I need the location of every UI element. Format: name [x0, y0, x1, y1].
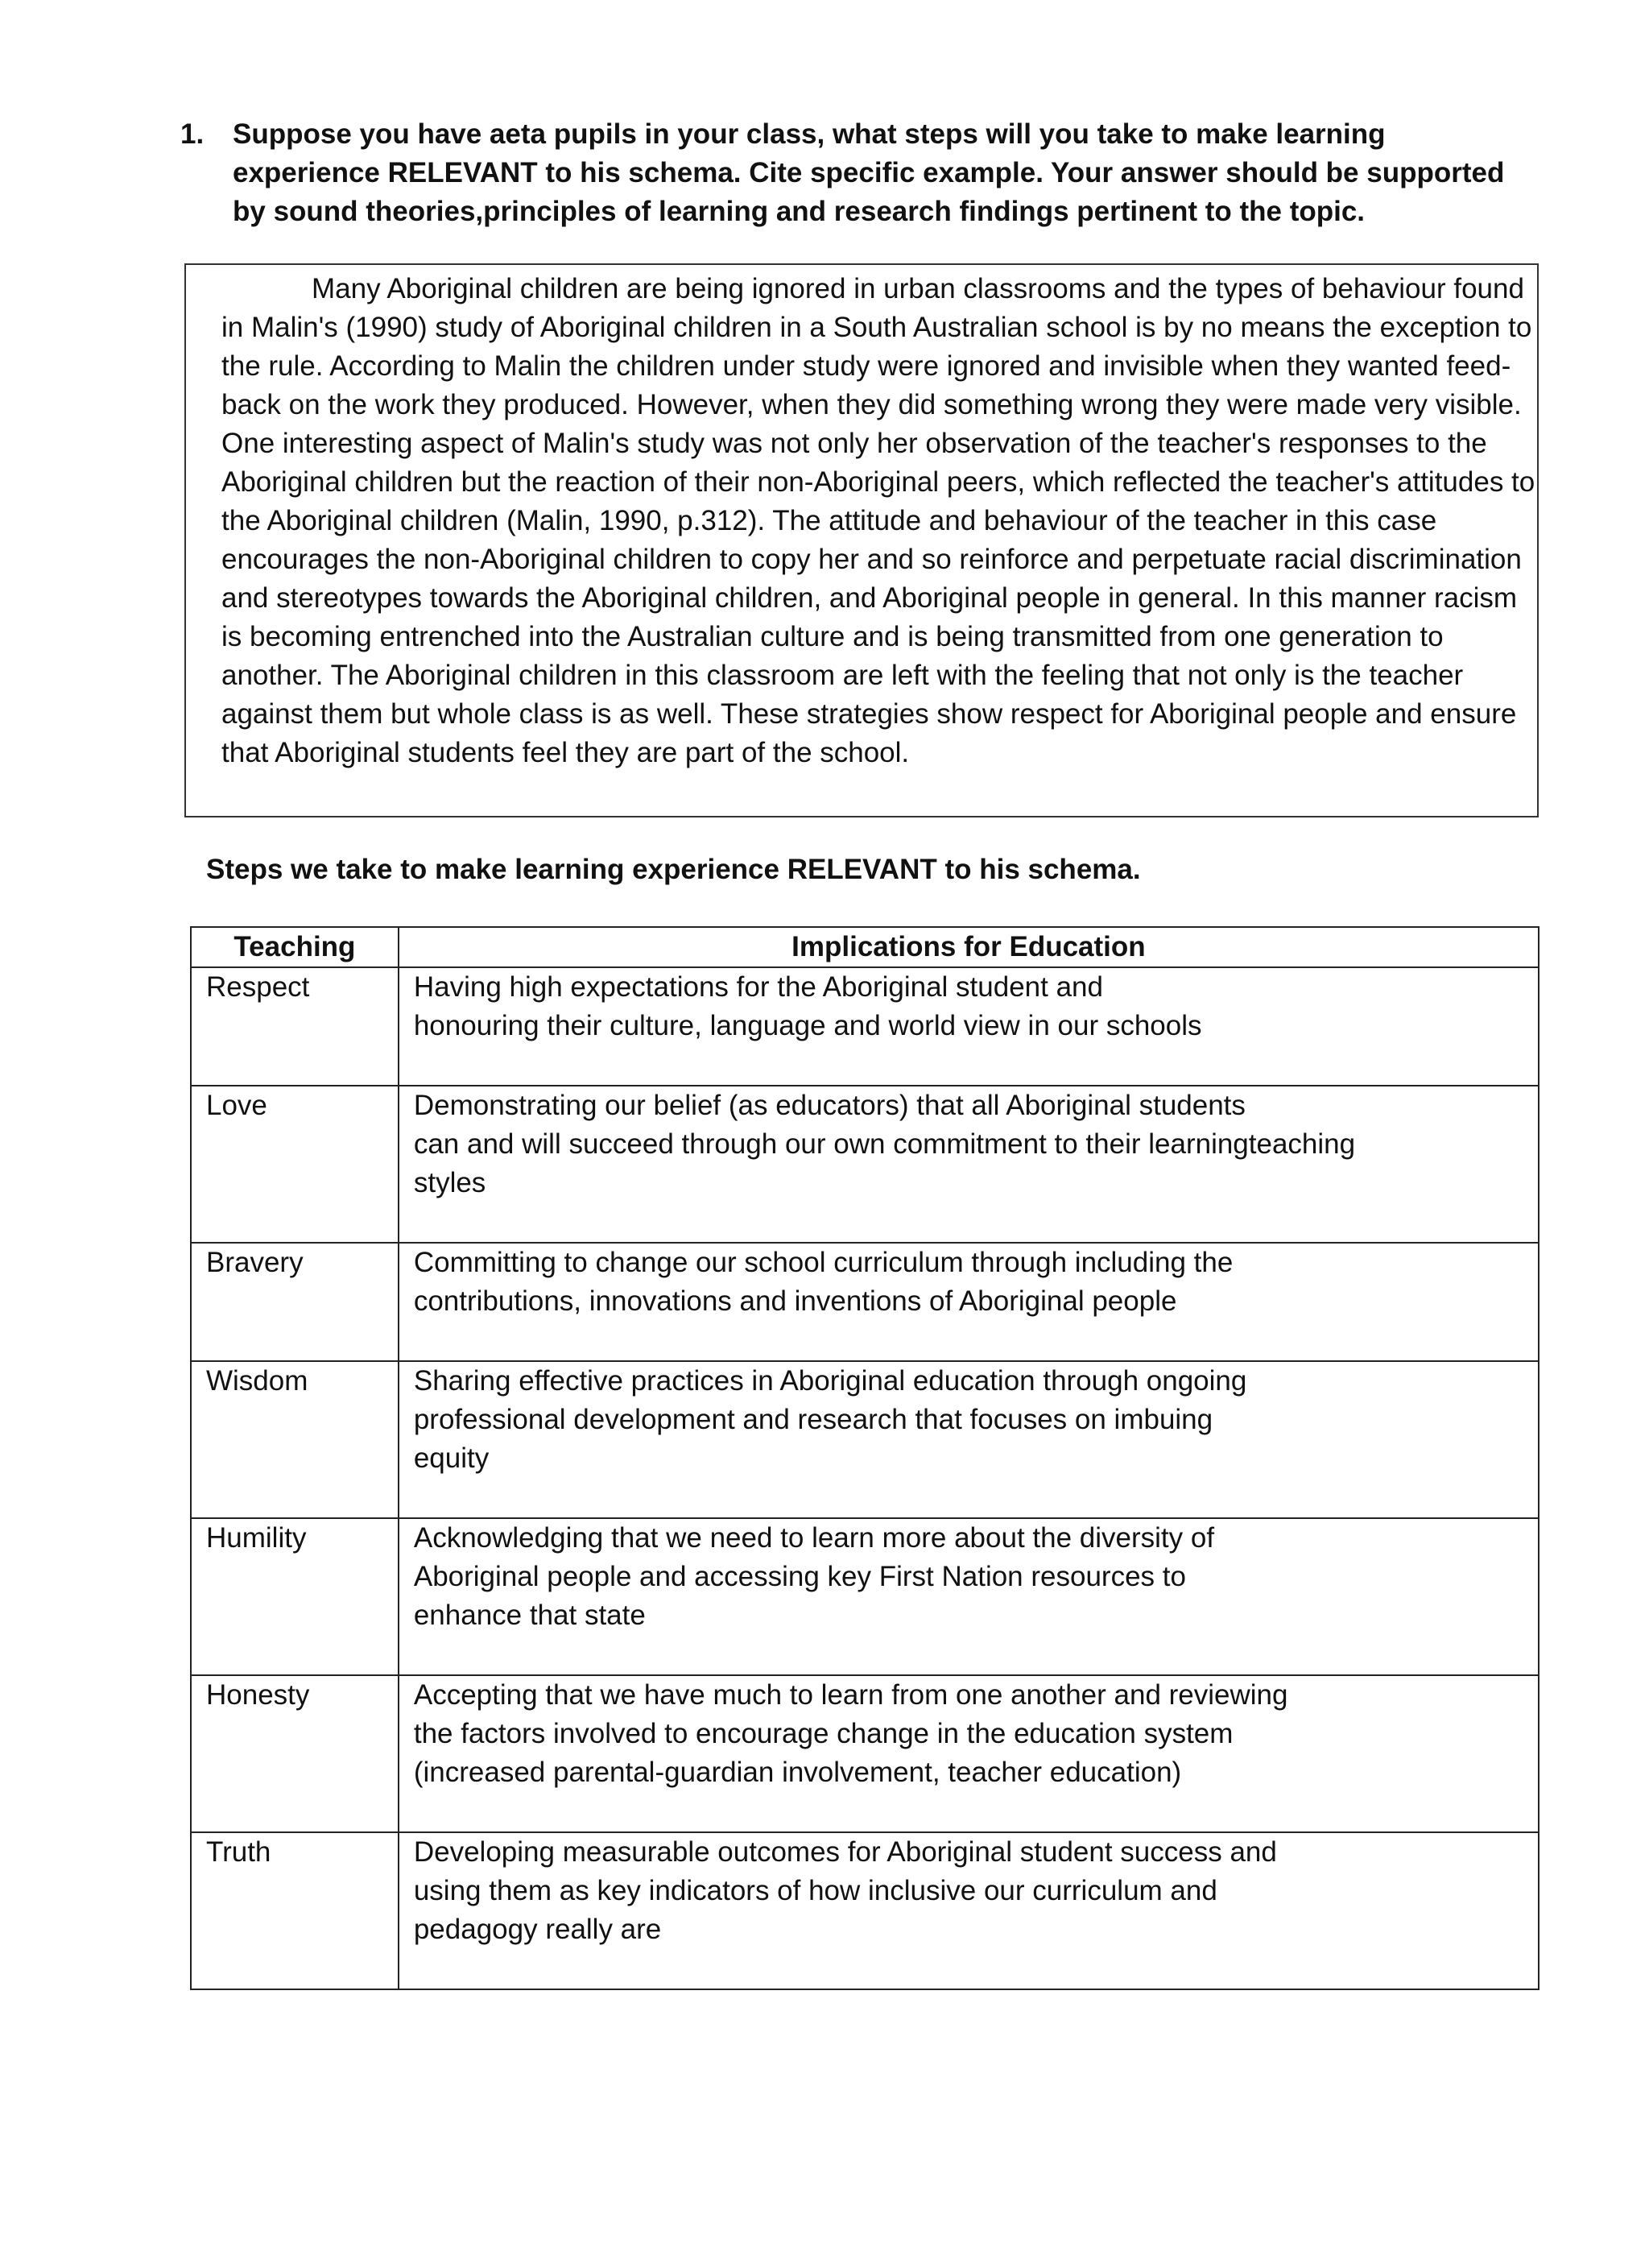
header-implications: Implications for Education [399, 927, 1539, 967]
implication-line: honouring their culture, language and world view in our schools [413, 1010, 1202, 1041]
implication-line: can and will succeed through our own commitment to their learningteaching [413, 1128, 1356, 1160]
teaching-cell: Honesty [191, 1675, 399, 1832]
teaching-cell: Wisdom [191, 1361, 399, 1518]
implication-line: Sharing effective practices in Aboriginal education through ongoing [413, 1365, 1247, 1397]
implication-cell [399, 1086, 1539, 1243]
header-teaching: Teaching [191, 927, 399, 967]
implication-cell [399, 1518, 1539, 1675]
table-row [191, 967, 1539, 1086]
implication-cell [399, 1361, 1539, 1518]
implication-line: Demonstrating our belief (as educators) that all Aboriginal students [413, 1090, 1246, 1121]
implication-line: using them as key indicators of how inclusive our curriculum and [413, 1875, 1217, 1906]
implication-line: the factors involved to encourage change in the education system [413, 1718, 1234, 1749]
teaching-cell: Truth [191, 1832, 399, 1989]
implication-line: Accepting that we have much to learn from one another and reviewing [413, 1679, 1288, 1711]
question-number: 1. [180, 118, 205, 150]
implication-line: (increased parental-guardian involvement, teacher education) [413, 1757, 1182, 1788]
question-text: Suppose you have aeta pupils in your class, what steps will you take to make learning experience RELEVANT to his schema. Cite specific example. Your answer should be supported by sound theories,principles of learning and research findings pertinent to the topic. [233, 118, 1505, 227]
implication-cell [399, 1243, 1539, 1361]
implication-line: enhance that state [413, 1600, 646, 1631]
implication-line: pedagogy really are [413, 1914, 662, 1945]
essay-paragraph [221, 270, 1542, 772]
table-row [191, 1086, 1539, 1243]
implication-cell [399, 967, 1539, 1086]
essay-text: Many Aboriginal children are being ignored in urban classrooms and the types of behaviour found in Malin's (1990) study of Aboriginal children in a South Australian school is by no means the exception to the rule. According to Malin the children under study were ignored and invisible when they wanted feed-back on the work they produced. However, when they did something wrong they were made very visible. One interesting aspect of Malin's study was not only her observation of the teacher's responses to the Aboriginal children but the reaction of their non-Aboriginal peers, which reflected the teacher's attitudes to the Aboriginal children (Malin, 1990, p.312). The attitude and behaviour of the teacher in this case encourages the non-Aboriginal children to copy her and so reinforce and perpetuate racial discrimination and stereotypes towards the Aboriginal children, and Aboriginal people in general. In this manner racism is becoming entrenched into the Australian culture and is being transmitted from one generation to another. The Aboriginal children in this classroom are left with the feeling that not only is the teacher against them but whole class is as well. These strategies show respect for Aboriginal people and ensure that Aboriginal students feel they are part of the school. [221, 273, 1535, 768]
table-row [191, 1361, 1539, 1518]
implications-table [190, 926, 1539, 1990]
teaching-cell: Bravery [191, 1243, 399, 1361]
table-row [191, 1675, 1539, 1832]
implication-cell [399, 1832, 1539, 1989]
table-row [191, 1518, 1539, 1675]
implication-line: professional development and research that focuses on imbuing [413, 1404, 1213, 1435]
implication-line: Developing measurable outcomes for Aboriginal student success and [413, 1836, 1277, 1868]
steps-heading: Steps we take to make learning experience RELEVANT to his schema. [206, 854, 1141, 885]
table-row [191, 1832, 1539, 1989]
question [180, 115, 1533, 231]
implication-cell [399, 1675, 1539, 1832]
implication-line: Having high expectations for the Aboriginal student and [413, 971, 1103, 1003]
implication-line: styles [413, 1167, 486, 1198]
table-header-row [191, 927, 1539, 967]
implication-line: Aboriginal people and accessing key First Nation resources to [413, 1561, 1186, 1592]
teaching-cell: Humility [191, 1518, 399, 1675]
implication-line: Committing to change our school curriculum through including the [413, 1247, 1234, 1278]
implication-line: Acknowledging that we need to learn more about the diversity of [413, 1522, 1215, 1554]
implication-line: equity [413, 1442, 490, 1474]
table-row [191, 1243, 1539, 1361]
teaching-cell: Love [191, 1086, 399, 1243]
essay-box [184, 263, 1539, 817]
implication-line: contributions, innovations and inventions of Aboriginal people [413, 1285, 1177, 1317]
teaching-cell: Respect [191, 967, 399, 1086]
